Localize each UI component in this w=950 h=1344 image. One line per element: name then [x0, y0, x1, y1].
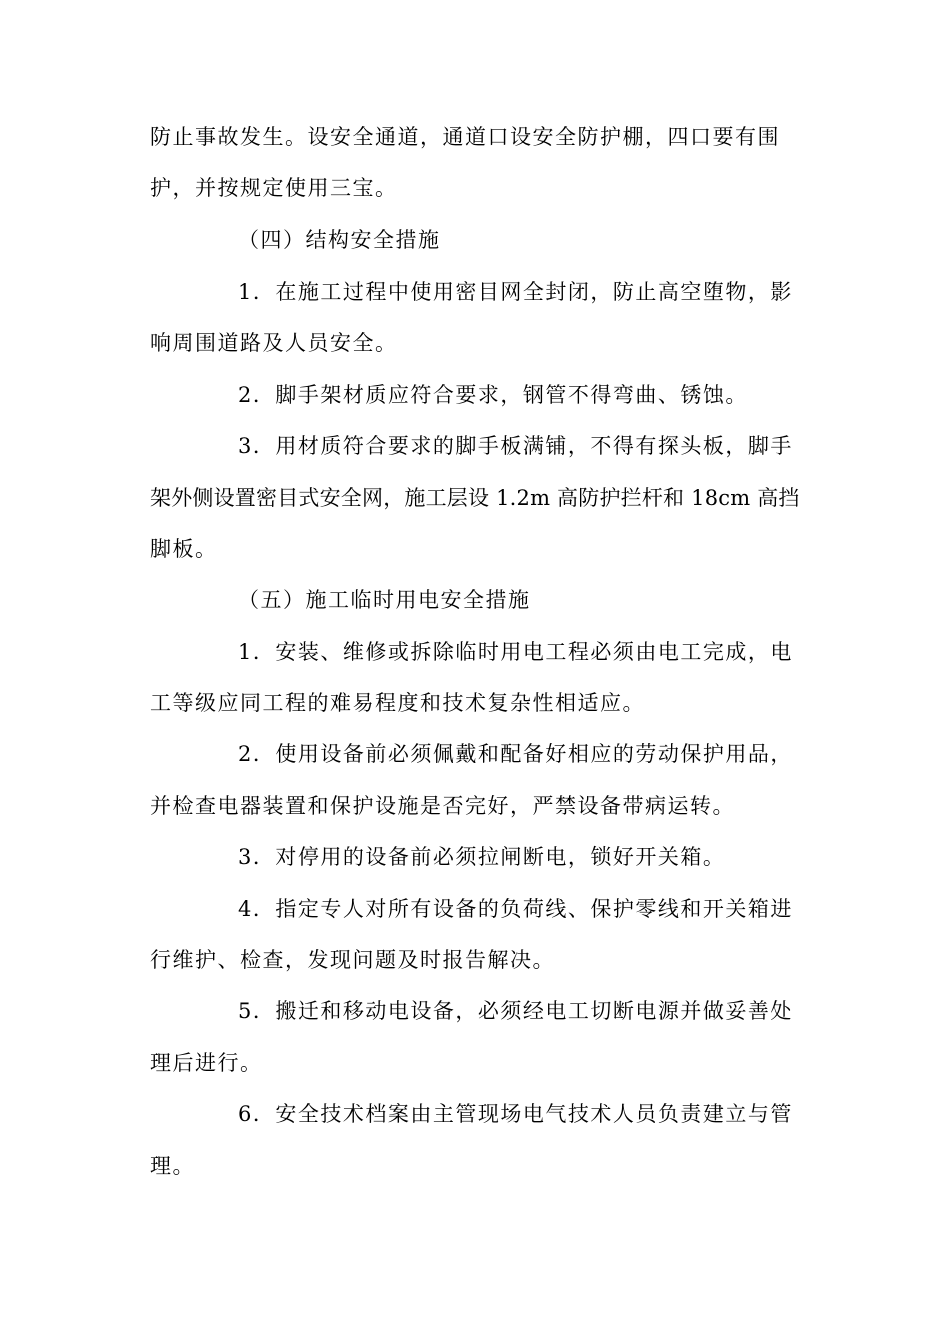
- section-heading: （四）结构安全措施: [238, 228, 441, 252]
- text-line: 行维护、检查，发现问题及时报告解决。: [150, 948, 555, 972]
- text-line: 5．搬迁和移动电设备，必须经电工切断电源并做妥善处: [238, 999, 793, 1023]
- text-line: 1．在施工过程中使用密目网全封闭，防止高空堕物，影: [238, 280, 793, 304]
- text-line: 防止事故发生。设安全通道，通道口设安全防护棚，四口要有围: [150, 125, 780, 149]
- text-line: 架外侧设置密目式安全网，施工层设 1.2m 高防护拦杆和 18cm 高挡: [150, 486, 800, 510]
- text-line: 响周围道路及人员安全。: [150, 331, 398, 355]
- text-line: 护，并按规定使用三宝。: [150, 176, 398, 200]
- text-line: 脚板。: [150, 537, 218, 561]
- text-line: 1．安装、维修或拆除临时用电工程必须由电工完成，电: [238, 640, 793, 664]
- text-line: 2．使用设备前必须佩戴和配备好相应的劳动保护用品，: [238, 742, 793, 766]
- text-line: 理后进行。: [150, 1051, 263, 1075]
- text-line: 工等级应同工程的难易程度和技术复杂性相适应。: [150, 691, 645, 715]
- section-heading: （五）施工临时用电安全措施: [238, 588, 531, 612]
- text-line: 4．指定专人对所有设备的负荷线、保护零线和开关箱进: [238, 897, 793, 921]
- text-line: 3．用材质符合要求的脚手板满铺，不得有探头板，脚手: [238, 434, 793, 458]
- text-line: 并检查电器装置和保护设施是否完好，严禁设备带病运转。: [150, 794, 735, 818]
- text-line: 2．脚手架材质应符合要求，钢管不得弯曲、锈蚀。: [238, 383, 748, 407]
- text-line: 理。: [150, 1154, 195, 1178]
- text-line: 6．安全技术档案由主管现场电气技术人员负责建立与管: [238, 1102, 793, 1126]
- text-line: 3．对停用的设备前必须拉闸断电，锁好开关箱。: [238, 845, 726, 869]
